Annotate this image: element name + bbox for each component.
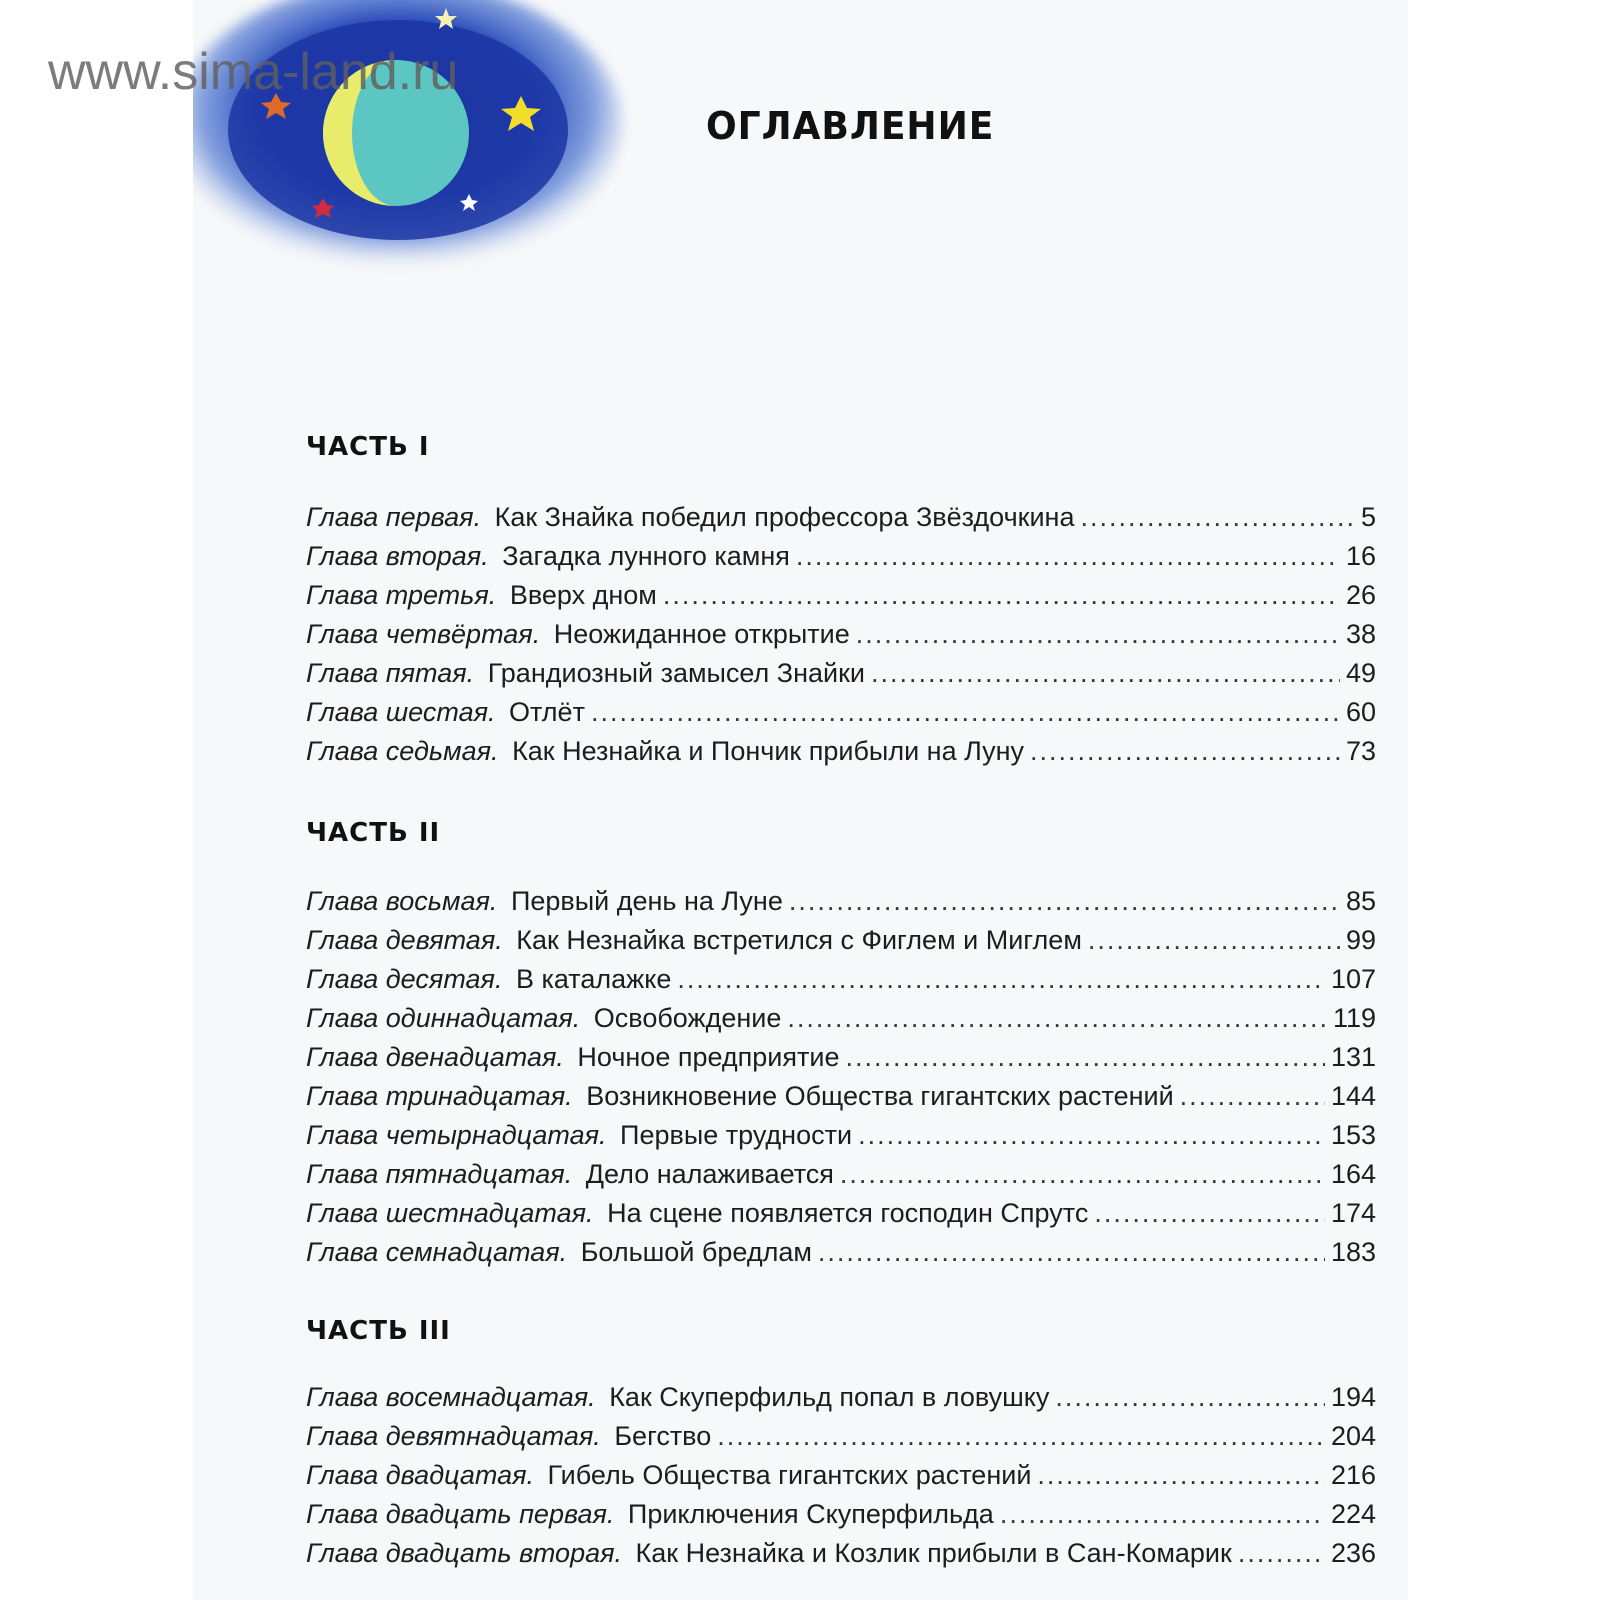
page-number: 16 (1345, 541, 1376, 571)
toc-entry[interactable] (306, 697, 1376, 736)
chapter-label: Глава восемнадцатая. (306, 1382, 596, 1412)
dot-leader (818, 1237, 1325, 1268)
page-number: 194 (1330, 1382, 1376, 1412)
chapter-name: Неожиданное открытие (553, 619, 850, 649)
chapter-list (306, 886, 1376, 1276)
chapter-name: Бегство (614, 1421, 712, 1451)
chapter-name: Первые трудности (620, 1120, 853, 1150)
chapter-name: Как Скуперфильд попал в ловушку (609, 1382, 1050, 1412)
dot-leader (1238, 1538, 1325, 1569)
toc-entry[interactable] (306, 1081, 1376, 1120)
chapter-label: Глава одиннадцатая. (306, 1003, 581, 1033)
chapter-name: Ночное предприятие (577, 1042, 840, 1072)
chapter-name: Как Незнайка встретился с Фиглем и Миглем (516, 925, 1082, 955)
page-number: 73 (1345, 736, 1376, 766)
chapter-name: Грандиозный замысел Знайки (487, 658, 866, 688)
toc-entry[interactable] (306, 1237, 1376, 1276)
toc-entry[interactable] (306, 736, 1376, 775)
page-number: 60 (1345, 697, 1376, 727)
dot-leader (1030, 736, 1340, 767)
dot-leader (1180, 1081, 1325, 1112)
toc-entry[interactable] (306, 502, 1376, 541)
page-number: 85 (1345, 886, 1376, 916)
chapter-label: Глава девятая. (306, 925, 503, 955)
chapter-list (306, 1382, 1376, 1577)
page-number: 183 (1330, 1237, 1376, 1267)
part-title: ЧАСТЬ II (306, 818, 441, 848)
dot-leader (789, 886, 1340, 917)
toc-entry[interactable] (306, 580, 1376, 619)
chapter-label: Глава шестнадцатая. (306, 1198, 594, 1228)
chapter-label: Глава десятая. (306, 964, 503, 994)
toc-entry[interactable] (306, 886, 1376, 925)
chapter-label: Глава шестая. (306, 697, 496, 727)
chapter-label: Глава двадцать вторая. (306, 1538, 623, 1568)
toc-entry[interactable] (306, 925, 1376, 964)
toc-entry[interactable] (306, 1198, 1376, 1237)
chapter-label: Глава девятнадцатая. (306, 1421, 601, 1451)
dot-leader (796, 541, 1340, 572)
page-number: 174 (1330, 1198, 1376, 1228)
chapter-name: Как Незнайка и Пончик прибыли на Луну (512, 736, 1025, 766)
chapter-name: Освобождение (593, 1003, 782, 1033)
page-number: 131 (1330, 1042, 1376, 1072)
chapter-name: Как Знайка победил профессора Звёздочкина (494, 502, 1075, 532)
chapter-name: На сцене появляется господин Спрутс (607, 1198, 1089, 1228)
toc-entry[interactable] (306, 1003, 1376, 1042)
chapter-name: Вверх дном (509, 580, 657, 610)
dot-leader (717, 1421, 1325, 1452)
chapter-label: Глава третья. (306, 580, 497, 610)
chapter-name: В каталажке (515, 964, 672, 994)
chapter-name: Отлёт (509, 697, 585, 727)
toc-entry[interactable] (306, 1538, 1376, 1577)
page-number: 216 (1330, 1460, 1376, 1490)
chapter-name: Дело налаживается (585, 1159, 834, 1189)
dot-leader (858, 1120, 1325, 1151)
dot-leader (663, 580, 1340, 611)
chapter-name: Большой бредлам (580, 1237, 812, 1267)
chapter-name: Как Незнайка и Козлик прибыли в Сан-Комарик (635, 1538, 1232, 1568)
page-number: 236 (1330, 1538, 1376, 1568)
part-title: ЧАСТЬ III (306, 1316, 451, 1346)
chapter-label: Глава первая. (306, 502, 482, 532)
chapter-label: Глава двадцать первая. (306, 1499, 615, 1529)
dot-leader (1037, 1460, 1325, 1491)
page-number: 99 (1345, 925, 1376, 955)
page-number: 204 (1330, 1421, 1376, 1451)
page-title: ОГЛАВЛЕНИЕ (706, 104, 995, 148)
chapter-list (306, 502, 1376, 775)
chapter-label: Глава тринадцатая. (306, 1081, 573, 1111)
page-number: 119 (1332, 1003, 1376, 1033)
dot-leader (845, 1042, 1324, 1073)
toc-entry[interactable] (306, 541, 1376, 580)
toc-entry[interactable] (306, 1382, 1376, 1421)
chapter-name: Загадка лунного камня (502, 541, 790, 571)
toc-entry[interactable] (306, 1499, 1376, 1538)
dot-leader (1094, 1198, 1325, 1229)
toc-entry[interactable] (306, 1421, 1376, 1460)
chapter-label: Глава вторая. (306, 541, 489, 571)
dot-leader (840, 1159, 1325, 1190)
chapter-label: Глава четвёртая. (306, 619, 541, 649)
dot-leader (871, 658, 1340, 689)
chapter-label: Глава четырнадцатая. (306, 1120, 607, 1150)
page-number: 107 (1330, 964, 1376, 994)
page-number: 164 (1330, 1159, 1376, 1189)
chapter-label: Глава семнадцатая. (306, 1237, 568, 1267)
chapter-label: Глава седьмая. (306, 736, 499, 766)
page-number: 26 (1345, 580, 1376, 610)
toc-entry[interactable] (306, 1159, 1376, 1198)
page-number: 5 (1360, 502, 1376, 532)
dot-leader (1055, 1382, 1325, 1413)
chapter-label: Глава двадцатая. (306, 1460, 535, 1490)
chapter-label: Глава восьмая. (306, 886, 498, 916)
chapter-label: Глава пятая. (306, 658, 475, 688)
dot-leader (1080, 502, 1354, 533)
toc-entry[interactable] (306, 964, 1376, 1003)
chapter-name: Гибель Общества гигантских растений (547, 1460, 1032, 1490)
dot-leader (1088, 925, 1340, 956)
watermark: www.sima-land.ru (48, 43, 459, 101)
chapter-name: Первый день на Луне (510, 886, 783, 916)
toc-entry[interactable] (306, 1120, 1376, 1159)
dot-leader (677, 964, 1325, 995)
dot-leader (856, 619, 1340, 650)
page-number: 224 (1330, 1499, 1376, 1529)
dot-leader (787, 1003, 1327, 1034)
toc-entry[interactable] (306, 1460, 1376, 1499)
toc-entry[interactable] (306, 658, 1376, 697)
page-number: 49 (1345, 658, 1376, 688)
toc-entry[interactable] (306, 619, 1376, 658)
dot-leader (591, 697, 1340, 728)
chapter-label: Глава пятнадцатая. (306, 1159, 573, 1189)
dot-leader (1000, 1499, 1325, 1530)
chapter-label: Глава двенадцатая. (306, 1042, 564, 1072)
page-number: 38 (1345, 619, 1376, 649)
page-number: 153 (1330, 1120, 1376, 1150)
toc-entry[interactable] (306, 1042, 1376, 1081)
chapter-name: Приключения Скуперфильда (627, 1499, 994, 1529)
page-number: 144 (1330, 1081, 1376, 1111)
part-title: ЧАСТЬ I (306, 432, 430, 462)
chapter-name: Возникновение Общества гигантских растений (586, 1081, 1174, 1111)
